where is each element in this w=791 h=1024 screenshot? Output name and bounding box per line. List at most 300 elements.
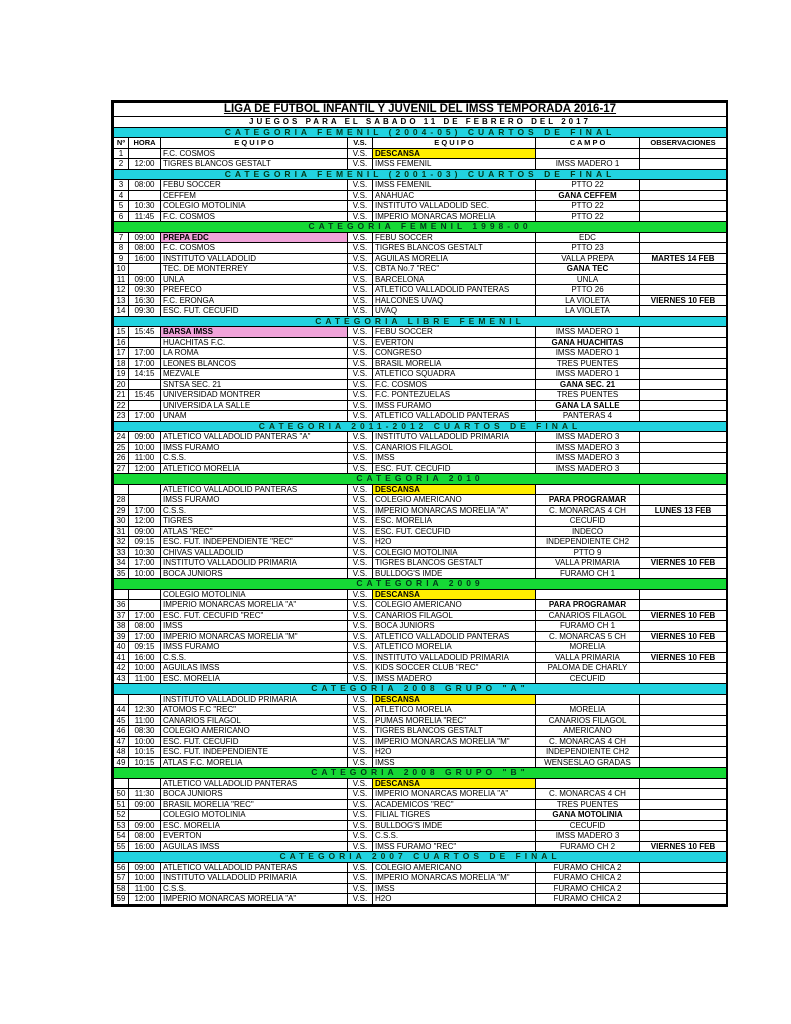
match-number: 36: [114, 600, 129, 611]
observation: [640, 778, 727, 789]
match-time: 11:30: [129, 789, 161, 800]
vs-label: V.S.: [348, 799, 373, 810]
match-number: 6: [114, 211, 129, 222]
home-team: COLEGIO MOTOLINIA: [161, 201, 348, 212]
category-title: CATEGORIA LIBRE FEMENIL: [114, 316, 727, 327]
observation: [640, 348, 727, 359]
home-team: F.C. COSMOS: [161, 211, 348, 222]
match-time: 08:30: [129, 726, 161, 737]
field-name: IMSS MADERO 1: [536, 348, 640, 359]
match-row: [114, 348, 727, 359]
match-time: 15:45: [129, 327, 161, 338]
category-header: [114, 316, 727, 327]
vs-label: V.S.: [348, 516, 373, 527]
category-header: [114, 852, 727, 863]
away-team: BULLDOG'S IMDE: [373, 568, 536, 579]
vs-label: V.S.: [348, 558, 373, 569]
match-row: [114, 841, 727, 852]
field-name: PARA PROGRAMAR: [536, 600, 640, 611]
away-team: KIDS SOCCER CLUB "REC": [373, 663, 536, 674]
home-team: BOCA JUNIORS: [161, 789, 348, 800]
home-team: PREPA EDC: [161, 232, 348, 243]
observation: [640, 715, 727, 726]
match-time: 10:00: [129, 736, 161, 747]
match-row: [114, 694, 727, 705]
away-team: TIGRES BLANCOS GESTALT: [373, 243, 536, 254]
match-number: 38: [114, 621, 129, 632]
away-team: IMPERIO MONARCAS MORELIA "A": [373, 789, 536, 800]
away-team: DESCANSA: [373, 484, 536, 495]
field-name: IMSS MADERO 3: [536, 463, 640, 474]
match-time: 09:00: [129, 432, 161, 443]
match-row: [114, 211, 727, 222]
home-team: BARSA IMSS: [161, 327, 348, 338]
away-team: F.C. PONTEZUELAS: [373, 390, 536, 401]
observation: VIERNES 10 FEB: [640, 610, 727, 621]
away-team: HALCONES UVAQ: [373, 295, 536, 306]
match-number: 46: [114, 726, 129, 737]
home-team: ATLETICO MORELIA: [161, 463, 348, 474]
vs-label: V.S.: [348, 568, 373, 579]
observation: [640, 453, 727, 464]
match-row: [114, 442, 727, 453]
home-team: ESC. FUT. CECUFID: [161, 736, 348, 747]
vs-label: V.S.: [348, 526, 373, 537]
match-row: [114, 747, 727, 758]
match-row: [114, 736, 727, 747]
match-time: [129, 810, 161, 821]
match-number: 26: [114, 453, 129, 464]
home-team: LEONES BLANCOS: [161, 358, 348, 369]
match-time: 10:00: [129, 442, 161, 453]
home-team: ATOMOS F.C "REC": [161, 705, 348, 716]
away-team: BULLDOG'S IMDE: [373, 820, 536, 831]
vs-label: V.S.: [348, 358, 373, 369]
away-team: ESC. FUT. CECUFID: [373, 463, 536, 474]
match-time: 12:00: [129, 463, 161, 474]
away-team: IMPERIO MONARCAS MORELIA "A": [373, 505, 536, 516]
vs-label: V.S.: [348, 705, 373, 716]
vs-label: V.S.: [348, 201, 373, 212]
observation: VIERNES 10 FEB: [640, 558, 727, 569]
away-team: IMSS FEMENIL: [373, 180, 536, 191]
match-row: [114, 600, 727, 611]
field-name: EDC: [536, 232, 640, 243]
category-title: CATEGORIA 2008 GRUPO "B": [114, 768, 727, 779]
vs-label: V.S.: [348, 589, 373, 600]
observation: [640, 526, 727, 537]
schedule-sheet: [111, 100, 728, 907]
observation: [640, 148, 727, 159]
match-number: 31: [114, 526, 129, 537]
away-team: CANARIOS FILAGOL: [373, 442, 536, 453]
field-name: IMSS MADERO 1: [536, 327, 640, 338]
match-number: 41: [114, 652, 129, 663]
field-name: PTTO 9: [536, 547, 640, 558]
away-team: IMSS FURAMO: [373, 400, 536, 411]
home-team: F.C. ERONGA: [161, 295, 348, 306]
match-row: [114, 537, 727, 548]
away-team: DESCANSA: [373, 778, 536, 789]
match-row: [114, 463, 727, 474]
field-name: VALLA PRIMARIA: [536, 652, 640, 663]
home-team: BOCA JUNIORS: [161, 568, 348, 579]
match-row: [114, 159, 727, 170]
match-time: [129, 484, 161, 495]
away-team: ATLETICO VALLADOLID PANTERAS: [373, 631, 536, 642]
match-time: 08:00: [129, 180, 161, 191]
home-team: AGUILAS IMSS: [161, 663, 348, 674]
observation: LUNES 13 FEB: [640, 505, 727, 516]
match-number: 32: [114, 537, 129, 548]
away-team: ATLETICO MORELIA: [373, 705, 536, 716]
vs-label: V.S.: [348, 862, 373, 873]
field-name: MORELIA: [536, 642, 640, 653]
match-time: 09:00: [129, 232, 161, 243]
away-team: FEBU SOCCER: [373, 232, 536, 243]
home-team: INSTITUTO VALLADOLID PRIMARIA: [161, 873, 348, 884]
away-team: H2O: [373, 537, 536, 548]
away-team: ATLETICO VALLADOLID PANTERAS: [373, 285, 536, 296]
match-time: 17:00: [129, 631, 161, 642]
field-name: [536, 694, 640, 705]
away-team: ATLETICO MORELIA: [373, 642, 536, 653]
field-name: FURAMO CHICA 2: [536, 883, 640, 894]
home-team: LA ROMA: [161, 348, 348, 359]
vs-label: V.S.: [348, 211, 373, 222]
match-time: 09:15: [129, 642, 161, 653]
match-number: 57: [114, 873, 129, 884]
field-name: GANA MOTOLINIA: [536, 810, 640, 821]
match-number: 18: [114, 358, 129, 369]
field-name: UNLA: [536, 274, 640, 285]
schedule-table: [113, 102, 727, 905]
match-row: [114, 883, 727, 894]
vs-label: V.S.: [348, 726, 373, 737]
home-team: TIGRES BLANCOS GESTALT: [161, 159, 348, 170]
match-number: 30: [114, 516, 129, 527]
field-name: GANA LA SALLE: [536, 400, 640, 411]
vs-label: V.S.: [348, 306, 373, 317]
match-row: [114, 757, 727, 768]
match-row: [114, 295, 727, 306]
home-team: IMSS: [161, 621, 348, 632]
observation: [640, 757, 727, 768]
away-team: C.S.S.: [373, 831, 536, 842]
match-time: 14:15: [129, 369, 161, 380]
observation: [640, 463, 727, 474]
away-team: CBTA No.7 "REC": [373, 264, 536, 275]
home-team: SNTSA SEC. 21: [161, 379, 348, 390]
home-team: F.C. COSMOS: [161, 148, 348, 159]
vs-label: V.S.: [348, 337, 373, 348]
away-team: CONGRESO: [373, 348, 536, 359]
away-team: CANARIOS FILAGOL: [373, 610, 536, 621]
match-time: 16:00: [129, 841, 161, 852]
match-time: 09:00: [129, 274, 161, 285]
home-team: ATLETICO VALLADOLID PANTERAS: [161, 778, 348, 789]
match-number: 43: [114, 673, 129, 684]
match-time: [129, 379, 161, 390]
field-name: IMSS MADERO 3: [536, 831, 640, 842]
home-team: UNIVERSIDA LA SALLE: [161, 400, 348, 411]
match-number: 24: [114, 432, 129, 443]
vs-label: V.S.: [348, 715, 373, 726]
match-number: 39: [114, 631, 129, 642]
observation: [640, 243, 727, 254]
home-team: IMSS FURAMO: [161, 442, 348, 453]
away-team: IMPERIO MONARCAS MORELIA: [373, 211, 536, 222]
match-row: [114, 337, 727, 348]
field-name: [536, 484, 640, 495]
away-team: ACADEMICOS "REC": [373, 799, 536, 810]
match-row: [114, 369, 727, 380]
observation: [640, 799, 727, 810]
col-team-home: E Q U I P O: [161, 138, 348, 149]
away-team: IMSS FEMENIL: [373, 159, 536, 170]
away-team: F.C. COSMOS: [373, 379, 536, 390]
match-time: 16:00: [129, 652, 161, 663]
home-team: ESC. FUT. INDEPENDIENTE: [161, 747, 348, 758]
field-name: [536, 589, 640, 600]
match-time: 17:00: [129, 610, 161, 621]
vs-label: V.S.: [348, 642, 373, 653]
vs-label: V.S.: [348, 369, 373, 380]
vs-label: V.S.: [348, 327, 373, 338]
home-team: COLEGIO MOTOLINIA: [161, 589, 348, 600]
field-name: TRES PUENTES: [536, 799, 640, 810]
match-time: 12:30: [129, 705, 161, 716]
match-time: 11:00: [129, 673, 161, 684]
home-team: ATLAS F.C. MORELIA: [161, 757, 348, 768]
vs-label: V.S.: [348, 180, 373, 191]
vs-label: V.S.: [348, 264, 373, 275]
vs-label: V.S.: [348, 600, 373, 611]
match-time: [129, 148, 161, 159]
away-team: BRASIL MORELIA: [373, 358, 536, 369]
field-name: CECUFID: [536, 673, 640, 684]
away-team: BOCA JUNIORS: [373, 621, 536, 632]
field-name: INDEPENDIENTE CH2: [536, 747, 640, 758]
match-row: [114, 799, 727, 810]
match-number: 20: [114, 379, 129, 390]
vs-label: V.S.: [348, 537, 373, 548]
observation: [640, 516, 727, 527]
match-number: 50: [114, 789, 129, 800]
vs-label: V.S.: [348, 453, 373, 464]
vs-label: V.S.: [348, 159, 373, 170]
match-number: 15: [114, 327, 129, 338]
vs-label: V.S.: [348, 810, 373, 821]
away-team: IMSS MADERO: [373, 673, 536, 684]
vs-label: V.S.: [348, 894, 373, 905]
field-name: IMSS MADERO 3: [536, 432, 640, 443]
home-team: ATLAS "REC": [161, 526, 348, 537]
observation: [640, 180, 727, 191]
vs-label: V.S.: [348, 547, 373, 558]
match-number: 7: [114, 232, 129, 243]
observation: [640, 264, 727, 275]
away-team: TIGRES BLANCOS GESTALT: [373, 558, 536, 569]
match-number: [114, 484, 129, 495]
field-name: INDECO: [536, 526, 640, 537]
vs-label: V.S.: [348, 400, 373, 411]
match-time: 08:00: [129, 621, 161, 632]
match-row: [114, 484, 727, 495]
match-time: 12:00: [129, 516, 161, 527]
home-team: UNIVERSIDAD MONTRER: [161, 390, 348, 401]
field-name: FURAMO CH 2: [536, 841, 640, 852]
match-time: 10:30: [129, 547, 161, 558]
home-team: UNAM: [161, 411, 348, 422]
match-row: [114, 526, 727, 537]
match-row: [114, 201, 727, 212]
category-header: [114, 222, 727, 233]
match-number: 51: [114, 799, 129, 810]
match-number: 48: [114, 747, 129, 758]
match-number: 25: [114, 442, 129, 453]
match-time: 10:15: [129, 757, 161, 768]
column-headers: [114, 138, 727, 149]
vs-label: V.S.: [348, 841, 373, 852]
match-time: [129, 337, 161, 348]
away-team: H2O: [373, 894, 536, 905]
match-number: 9: [114, 253, 129, 264]
home-team: BRASIL MORELIA "REC": [161, 799, 348, 810]
observation: [640, 894, 727, 905]
match-number: 11: [114, 274, 129, 285]
field-name: C. MONARCAS 5 CH: [536, 631, 640, 642]
match-number: 12: [114, 285, 129, 296]
match-number: 19: [114, 369, 129, 380]
category-header: [114, 127, 727, 138]
observation: [640, 201, 727, 212]
col-observations: OBSERVACIONES: [640, 138, 727, 149]
away-team: TIGRES BLANCOS GESTALT: [373, 726, 536, 737]
match-row: [114, 663, 727, 674]
match-time: 10:00: [129, 663, 161, 674]
match-number: 47: [114, 736, 129, 747]
category-title: CATEGORIA FEMENIL 1998-00: [114, 222, 727, 233]
vs-label: V.S.: [348, 411, 373, 422]
vs-label: V.S.: [348, 673, 373, 684]
home-team: INSTITUTO VALLADOLID PRIMARIA: [161, 694, 348, 705]
match-row: [114, 894, 727, 905]
vs-label: V.S.: [348, 243, 373, 254]
observation: [640, 831, 727, 842]
match-number: 27: [114, 463, 129, 474]
field-name: PALOMA DE CHARLY: [536, 663, 640, 674]
vs-label: V.S.: [348, 484, 373, 495]
match-time: [129, 694, 161, 705]
field-name: FURAMO CHICA 2: [536, 862, 640, 873]
match-time: 08:00: [129, 243, 161, 254]
match-time: 10:00: [129, 568, 161, 579]
home-team: IMPERIO MONARCAS MORELIA "M": [161, 631, 348, 642]
home-team: INSTITUTO VALLADOLID: [161, 253, 348, 264]
match-time: 17:00: [129, 348, 161, 359]
page-subtitle: JUEGOS PARA EL SABADO 11 DE FEBRERO DEL 2017: [114, 117, 727, 128]
col-time: HORA: [129, 138, 161, 149]
vs-label: V.S.: [348, 495, 373, 506]
match-time: 09:00: [129, 799, 161, 810]
away-team: IMSS: [373, 453, 536, 464]
vs-label: V.S.: [348, 747, 373, 758]
vs-label: V.S.: [348, 253, 373, 264]
match-number: 40: [114, 642, 129, 653]
match-row: [114, 411, 727, 422]
home-team: HUACHITAS F.C.: [161, 337, 348, 348]
field-name: C. MONARCAS 4 CH: [536, 736, 640, 747]
away-team: DESCANSA: [373, 694, 536, 705]
match-number: 33: [114, 547, 129, 558]
match-row: [114, 862, 727, 873]
away-team: IMSS FURAMO "REC": [373, 841, 536, 852]
away-team: ESC. MORELIA: [373, 516, 536, 527]
match-row: [114, 631, 727, 642]
match-time: 10:15: [129, 747, 161, 758]
match-time: 11:00: [129, 883, 161, 894]
category-header: [114, 169, 727, 180]
home-team: ESC. MORELIA: [161, 820, 348, 831]
vs-label: V.S.: [348, 295, 373, 306]
match-number: 58: [114, 883, 129, 894]
observation: VIERNES 10 FEB: [640, 295, 727, 306]
vs-label: V.S.: [348, 390, 373, 401]
observation: [640, 211, 727, 222]
field-name: PTTO 22: [536, 211, 640, 222]
match-time: 16:00: [129, 253, 161, 264]
match-row: [114, 873, 727, 884]
match-row: [114, 232, 727, 243]
match-time: 12:00: [129, 159, 161, 170]
match-time: [129, 495, 161, 506]
match-row: [114, 390, 727, 401]
observation: [640, 442, 727, 453]
match-number: 8: [114, 243, 129, 254]
observation: [640, 190, 727, 201]
match-number: 5: [114, 201, 129, 212]
match-row: [114, 642, 727, 653]
field-name: LA VIOLETA: [536, 306, 640, 317]
match-time: 09:30: [129, 306, 161, 317]
observation: [640, 726, 727, 737]
category-title: CATEGORIA 2010: [114, 474, 727, 485]
match-number: 53: [114, 820, 129, 831]
field-name: PTTO 26: [536, 285, 640, 296]
match-time: 17:00: [129, 505, 161, 516]
observation: [640, 883, 727, 894]
match-row: [114, 516, 727, 527]
away-team: UVAQ: [373, 306, 536, 317]
match-number: 37: [114, 610, 129, 621]
away-team: AGUILAS MORELIA: [373, 253, 536, 264]
vs-label: V.S.: [348, 757, 373, 768]
field-name: FURAMO CH 1: [536, 621, 640, 632]
match-number: 54: [114, 831, 129, 842]
match-row: [114, 243, 727, 254]
category-header: [114, 768, 727, 779]
field-name: TRES PUENTES: [536, 390, 640, 401]
category-title: CATEGORIA FEMENIL (2004-05) CUARTOS DE FINAL: [114, 127, 727, 138]
match-number: 59: [114, 894, 129, 905]
field-name: GANA CEFFEM: [536, 190, 640, 201]
match-row: [114, 610, 727, 621]
vs-label: V.S.: [348, 789, 373, 800]
observation: [640, 621, 727, 632]
match-row: [114, 789, 727, 800]
match-time: 17:00: [129, 558, 161, 569]
